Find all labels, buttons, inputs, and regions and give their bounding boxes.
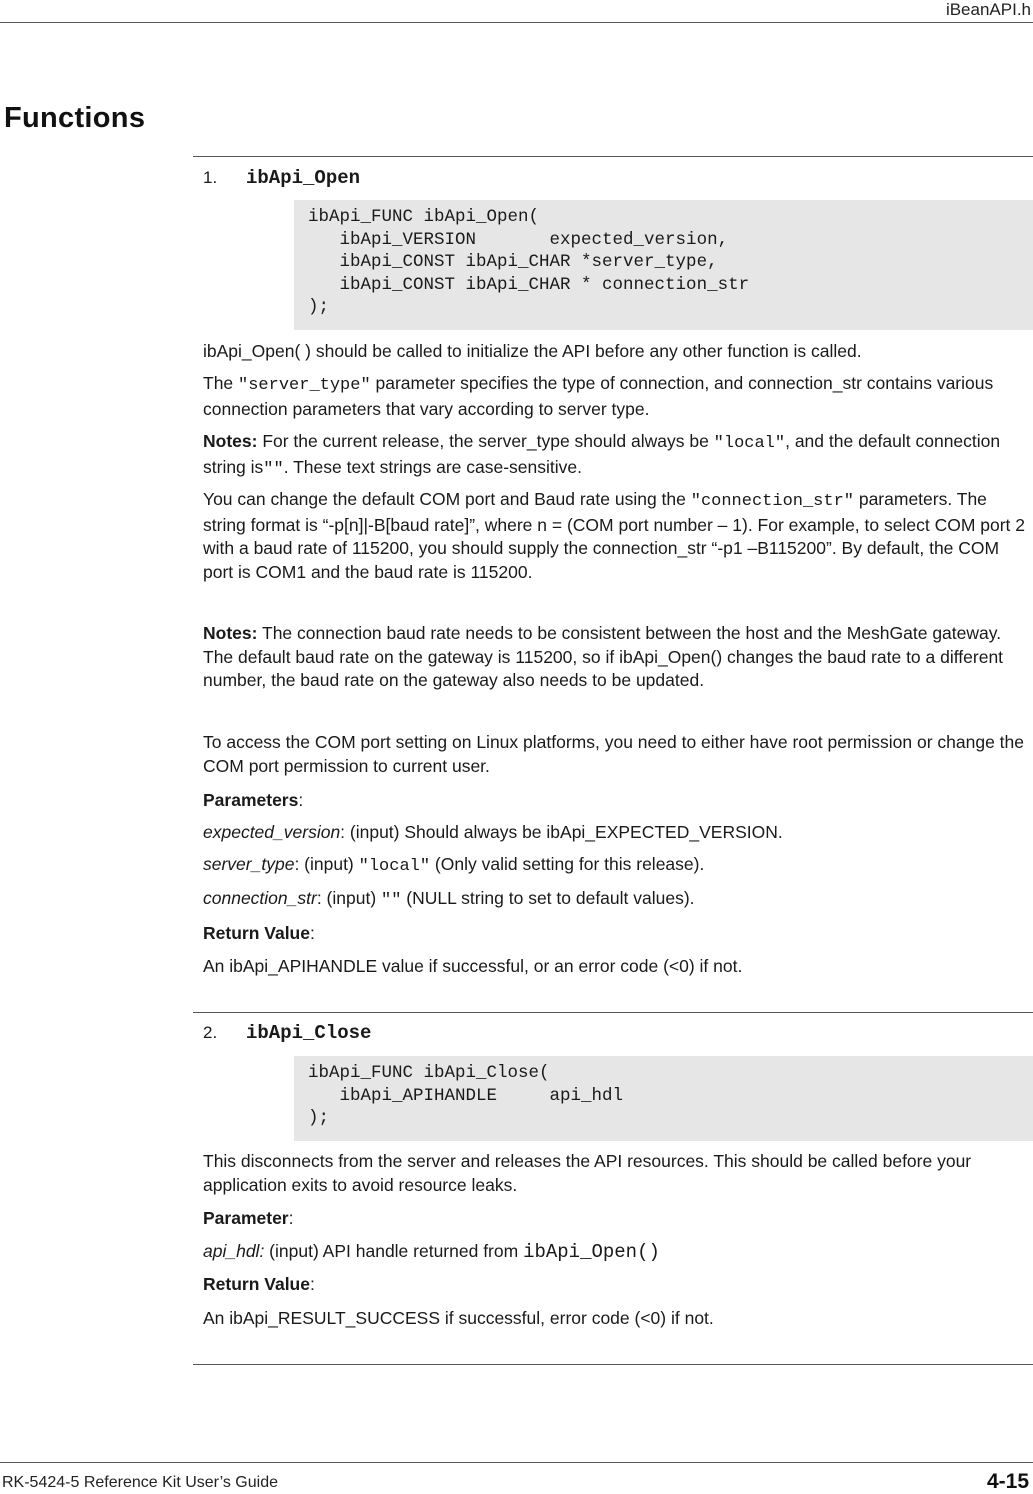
code-line: ibApi_CONST ibApi_CHAR * connection_str <box>308 274 750 295</box>
code-line: ); <box>308 297 330 317</box>
notes-label: Notes: <box>203 431 258 451</box>
parameter-item <box>203 1240 1029 1265</box>
paragraph: This disconnects from the server and releases the API resources. This should be called before your application exits to avoid resource leaks. <box>203 1151 972 1195</box>
return-text: An ibApi_RESULT_SUCCESS if successful, error code (<0) if not. <box>203 1308 714 1328</box>
code-block <box>294 200 1033 330</box>
paragraph <box>203 622 1029 693</box>
inline-code: ibApi_Open() <box>523 1241 660 1263</box>
text: . These text strings are case-sensitive. <box>283 456 582 477</box>
paragraph: To access the COM port setting on Linux platforms, you need to either have root permission or change the COM port permission to current user. <box>203 732 1024 776</box>
paragraph: ibApi_Open( ) should be called to initialize the API before any other function is called. <box>203 341 862 361</box>
parameters-label: Parameters <box>203 790 299 810</box>
header-rule <box>0 22 1033 23</box>
footer-title: RK-5424-5 Reference Kit User’s Guide <box>2 1474 278 1491</box>
function-number: 1. <box>203 168 218 187</box>
parameter-item <box>203 887 1029 913</box>
text: , and the default connection string is <box>203 431 1001 477</box>
text: : (input) <box>316 888 382 908</box>
parameter-item <box>203 821 1029 845</box>
paragraph <box>203 372 1029 421</box>
notes-label: Notes: <box>203 623 258 643</box>
text: : (input) <box>294 854 359 874</box>
inline-code: "connection_str" <box>690 492 854 511</box>
inline-code: “-p1 –B115200” <box>711 538 832 558</box>
parameters-heading <box>203 1207 1029 1231</box>
text: : (input) Should always be ibApi_EXPECTED_VERSION. <box>340 822 783 842</box>
return-text: An ibApi_APIHANDLE value if successful, or an error code (<0) if not. <box>203 956 743 976</box>
text: , where n = (COM port number – 1). For example, to select COM port 2 with a baud rate of 115200, you should supply the connection_str <box>203 514 1026 558</box>
text: For the current release, the server_type should always be <box>257 431 714 451</box>
parameter-item <box>203 853 1029 879</box>
text: : <box>309 1274 315 1294</box>
text: (NULL string to set to default values). <box>401 888 695 908</box>
text: The <box>203 373 239 393</box>
function-name: ibApi_Close <box>246 1022 372 1044</box>
text: . By default, the COM port is COM1 and the baud rate is 115200. <box>203 538 1000 582</box>
return-heading <box>203 1273 1029 1297</box>
function-divider <box>193 1364 1033 1365</box>
text: : <box>288 1208 294 1228</box>
inline-code: "" <box>263 459 284 479</box>
text: You can change the default COM port and Baud rate using the <box>203 489 691 509</box>
parameter-name: api_hdl: <box>203 1241 265 1261</box>
text: parameter specifies the type of connection, and connection_str contains various connection parameters that vary according to server type. <box>203 373 994 419</box>
page-number: 4-15 <box>986 1470 1029 1493</box>
parameters-heading <box>203 789 1029 813</box>
function-heading <box>203 1023 371 1043</box>
code-block <box>294 1056 1033 1141</box>
code-line: ibApi_APIHANDLE api_hdl <box>308 1085 624 1106</box>
parameter-name: expected_version <box>203 822 341 842</box>
inline-code: "local" <box>358 857 431 876</box>
footer-rule <box>0 1462 1033 1463</box>
function-divider <box>193 156 1033 157</box>
code-line: ibApi_CONST ibApi_CHAR *server_type, <box>308 252 718 272</box>
inline-code: “-p[n]|-B[baud rate]” <box>322 514 476 535</box>
parameter-name: connection_str <box>203 888 317 908</box>
function-number: 2. <box>203 1023 218 1042</box>
function-heading <box>203 168 360 188</box>
paragraph <box>203 488 1029 584</box>
inline-code: "server_type" <box>238 376 371 395</box>
parameters-label: Parameter <box>203 1208 289 1228</box>
text: The connection baud rate needs to be consistent between the host and the MeshGate gateway. The default baud rate on the gateway is 115200, so if ibApi_Open() changes the baud rate to a different number, the baud rate on the gateway also needs to be updated. <box>203 623 1004 690</box>
text: (input) API handle returned from <box>264 1241 524 1261</box>
return-label: Return Value <box>203 1274 310 1294</box>
text: parameters. The string format is <box>203 489 987 535</box>
header-title: iBeanAPI.h <box>945 0 1031 19</box>
inline-code: "local" <box>713 434 786 453</box>
parameter-name: server_type <box>203 854 295 874</box>
function-name: ibApi_Open <box>246 167 361 189</box>
code-line: ); <box>308 1108 330 1128</box>
text: : <box>298 790 304 810</box>
function-divider <box>193 1012 1033 1013</box>
paragraph <box>203 430 1029 481</box>
code-line: ibApi_FUNC ibApi_Open( <box>308 207 540 227</box>
code-line: ibApi_FUNC ibApi_Close( <box>308 1063 550 1083</box>
inline-code: "" <box>381 891 402 910</box>
return-heading <box>203 922 1029 946</box>
return-label: Return Value <box>203 923 310 943</box>
section-title: Functions <box>4 102 146 134</box>
code-line: ibApi_VERSION expected_version, <box>308 229 729 250</box>
text: : <box>309 923 315 943</box>
text: (Only valid setting for this release). <box>430 854 705 874</box>
